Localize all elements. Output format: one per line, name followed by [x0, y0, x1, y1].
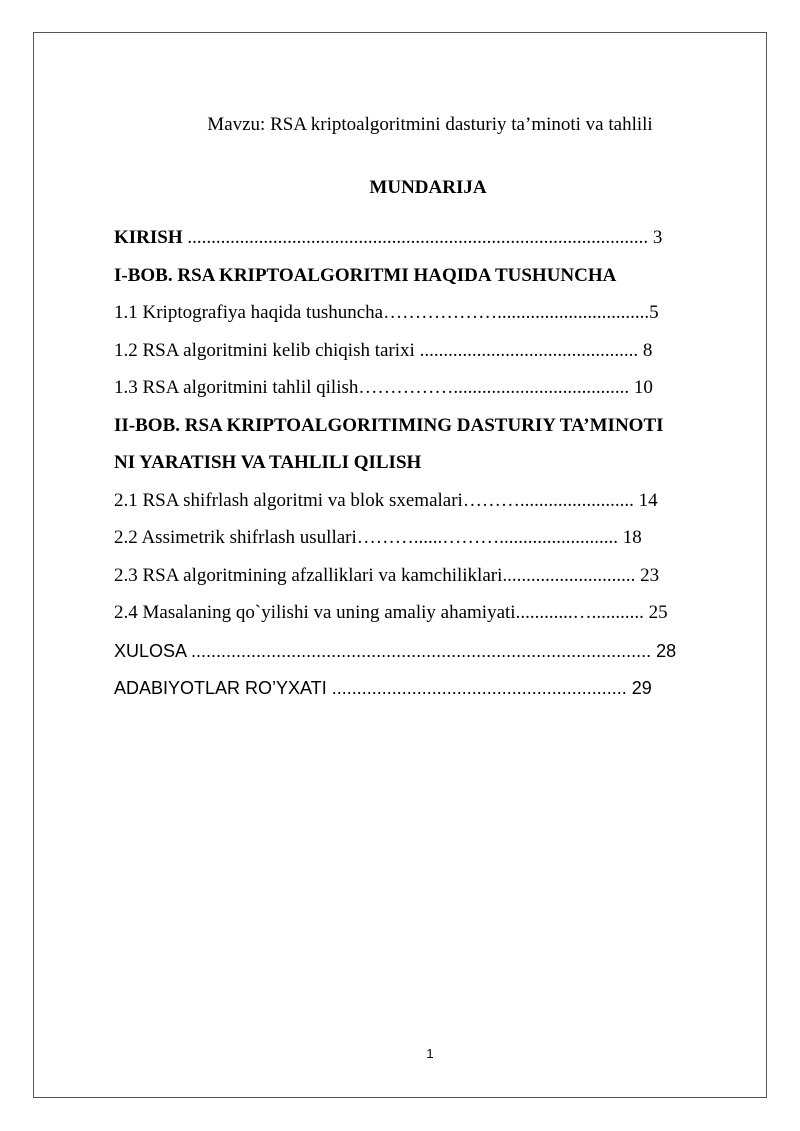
- toc-entry-leader: ........................................................... 29: [326, 678, 652, 698]
- table-of-contents: [114, 225, 754, 713]
- toc-entry-title: 2.2 Assimetrik shifrlash usullari: [114, 527, 357, 548]
- toc-entry-leader: ……………..................................... 10: [358, 377, 653, 398]
- toc-entry-2-4: [114, 600, 754, 638]
- toc-entry-leader: ............…........... 25: [515, 602, 668, 623]
- toc-entry-leader: ………......………......................... 18: [356, 527, 642, 548]
- page-number: 1: [426, 1046, 434, 1061]
- toc-entry-adabiyotlar: [114, 675, 754, 713]
- toc-entry-1-3: [114, 375, 754, 413]
- toc-entry-leader: ............................................................................................ 28: [186, 640, 677, 661]
- toc-entry-xulosa: [114, 638, 754, 676]
- toc-entry-kirish: [114, 225, 754, 263]
- document-subject: Mavzu: RSA kriptoalgoritmini dasturiy ta’minoti va tahlili: [207, 114, 653, 135]
- toc-entry-title: 2.1 RSA shifrlash algoritmi va blok sxemalari: [114, 489, 463, 511]
- toc-entry-1-1: [114, 300, 754, 338]
- toc-entry-title: 2.3 RSA algoritmining afzalliklari va kamchiliklari: [114, 564, 503, 586]
- toc-entry-title: XULOSA: [114, 640, 187, 661]
- toc-entry-title: 1.1 Kriptografiya haqida tushuncha: [114, 302, 384, 323]
- toc-chapter-2-cont: [114, 450, 754, 488]
- toc-entry-title: I-BOB. RSA KRIPTOALGORITMI HAQIDA TUSHUNCHA: [114, 264, 617, 286]
- toc-entry-leader: ............................ 23: [502, 564, 660, 586]
- toc-entry-title: 1.3 RSA algoritmini tahlil qilish: [114, 377, 359, 398]
- toc-chapter-1: [114, 263, 754, 301]
- toc-entry-title: 2.4 Masalaning qo`yilishi va uning amaliy ahamiyati: [114, 602, 516, 623]
- toc-entry-leader: ………........................ 14: [462, 489, 658, 511]
- toc-heading: MUNDARIJA: [369, 177, 487, 198]
- toc-entry-2-2: [114, 525, 754, 563]
- toc-entry-title: II-BOB. RSA KRIPTOALGORITIMING DASTURIY TA’MINOTI: [114, 414, 664, 436]
- toc-entry-title: KIRISH: [114, 227, 183, 248]
- toc-chapter-2: [114, 413, 754, 451]
- toc-entry-leader: ………………................................5: [383, 302, 659, 323]
- toc-entry-title: ADABIYOTLAR RO’YXATI: [114, 678, 327, 698]
- toc-entry-title: 1.2 RSA algoritmini kelib chiqish tarixi: [114, 339, 415, 361]
- toc-entry-leader: .............................................. 8: [414, 339, 653, 361]
- toc-entry-2-3: [114, 563, 754, 601]
- toc-entry-leader: ................................................................................................. 3: [182, 227, 663, 248]
- toc-entry-2-1: [114, 488, 754, 526]
- toc-entry-1-2: [114, 338, 754, 376]
- toc-entry-title: NI YARATISH VA TAHLILI QILISH: [114, 452, 422, 473]
